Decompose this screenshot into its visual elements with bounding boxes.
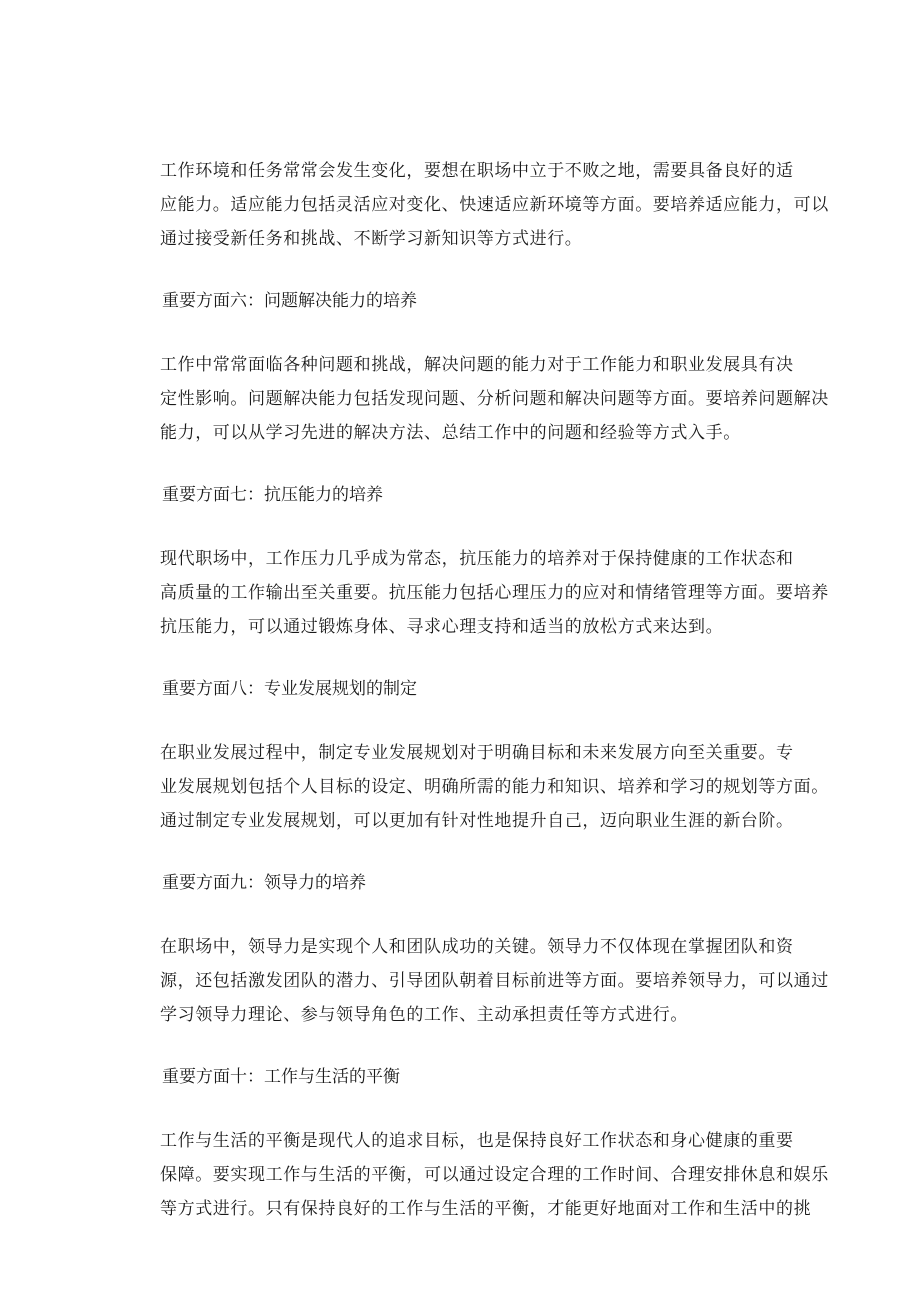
section-heading-7: 重要方面七：抗压能力的培养	[162, 485, 383, 505]
paragraph-problem-solving	[160, 348, 829, 450]
paragraph-stress-resistance	[160, 542, 829, 644]
section-heading-10: 重要方面十：工作与生活的平衡	[162, 1067, 400, 1087]
section-heading-8: 重要方面八：专业发展规划的制定	[162, 679, 417, 699]
text-line: 工作中常常面临各种问题和挑战，解决问题的能力对于工作能力和职业发展具有决	[160, 355, 794, 375]
text-line: 业发展规划包括个人目标的设定、明确所需的能力和知识、培养和学习的规划等方面。	[160, 777, 829, 797]
text-line: 高质量的工作输出至关重要。抗压能力包括心理压力的应对和情绪管理等方面。要培养	[160, 583, 829, 603]
text-line: 保障。要实现工作与生活的平衡，可以通过设定合理的工作时间、合理安排休息和娱乐	[160, 1165, 829, 1185]
paragraph-leadership	[160, 930, 829, 1032]
text-line: 能力，可以从学习先进的解决方法、总结工作中的问题和经验等方式入手。	[160, 423, 741, 443]
text-line: 应能力。适应能力包括灵活应对变化、快速适应新环境等方面。要培养适应能力，可以	[160, 195, 829, 215]
text-line: 现代职场中，工作压力几乎成为常态，抗压能力的培养对于保持健康的工作状态和	[160, 549, 794, 569]
document-body	[160, 154, 829, 1254]
text-line: 通过制定专业发展规划，可以更加有针对性地提升自己，迈向职业生涯的新台阶。	[160, 811, 794, 831]
text-line: 在职业发展过程中，制定专业发展规划对于明确目标和未来发展方向至关重要。专	[160, 743, 794, 763]
text-line: 定性影响。问题解决能力包括发现问题、分析问题和解决问题等方面。要培养问题解决	[160, 389, 829, 409]
text-line: 工作与生活的平衡是现代人的追求目标，也是保持良好工作状态和身心健康的重要	[160, 1131, 794, 1151]
section-heading-9: 重要方面九：领导力的培养	[162, 873, 366, 893]
section-heading-6: 重要方面六：问题解决能力的培养	[162, 291, 417, 311]
paragraph-career-planning	[160, 736, 829, 838]
paragraph-work-life-balance	[160, 1124, 829, 1226]
text-line: 在职场中，领导力是实现个人和团队成功的关键。领导力不仅体现在掌握团队和资	[160, 937, 794, 957]
paragraph-adaptability	[160, 154, 829, 256]
text-line: 等方式进行。只有保持良好的工作与生活的平衡，才能更好地面对工作和生活中的挑	[160, 1199, 812, 1219]
text-line: 抗压能力，可以通过锻炼身体、寻求心理支持和适当的放松方式来达到。	[160, 617, 724, 637]
text-line: 源，还包括激发团队的潜力、引导团队朝着目标前进等方面。要培养领导力，可以通过	[160, 971, 829, 991]
text-line: 通过接受新任务和挑战、不断学习新知识等方式进行。	[160, 229, 583, 249]
text-line: 学习领导力理论、参与领导角色的工作、主动承担责任等方式进行。	[160, 1005, 688, 1025]
text-line: 工作环境和任务常常会发生变化，要想在职场中立于不败之地，需要具备良好的适	[160, 161, 794, 181]
